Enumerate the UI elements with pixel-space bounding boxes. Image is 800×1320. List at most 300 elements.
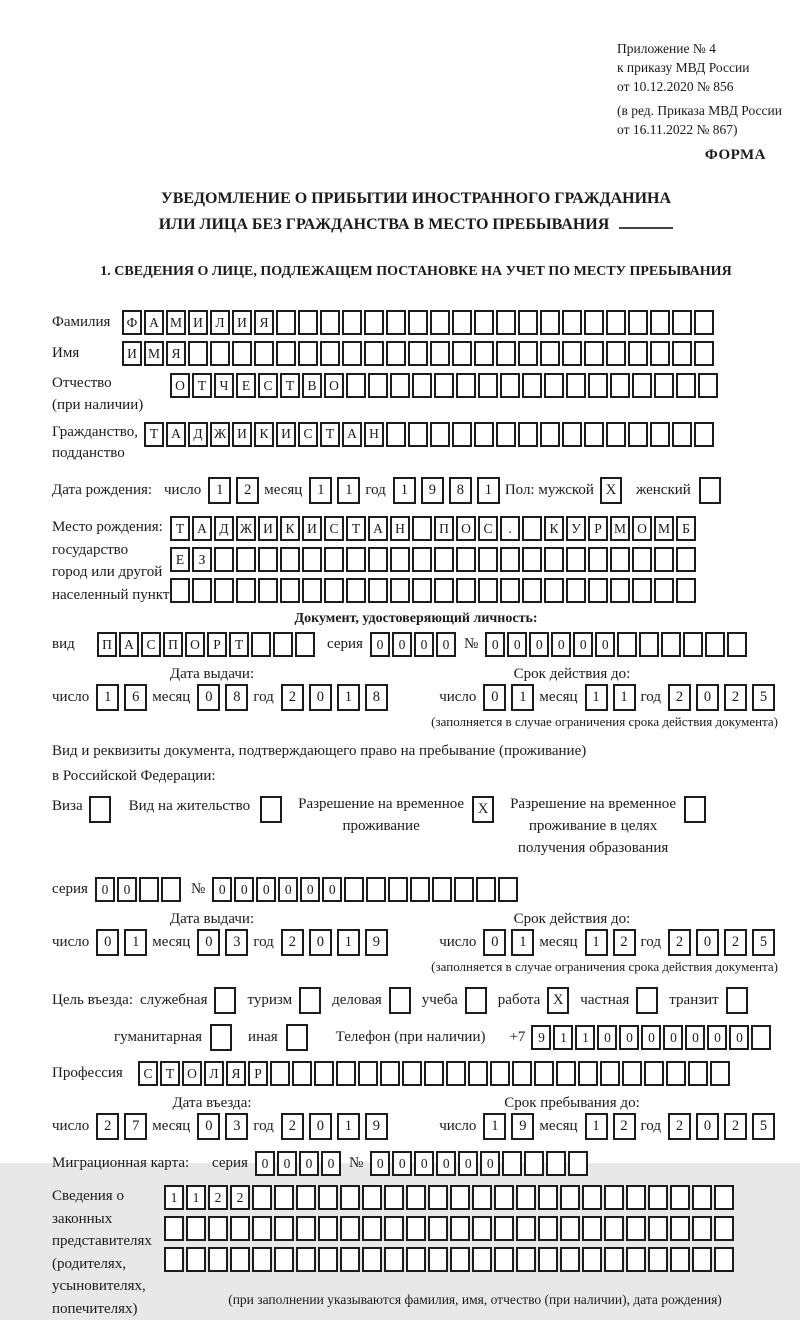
form-cell[interactable] bbox=[408, 422, 428, 447]
form-cell[interactable] bbox=[468, 1061, 488, 1086]
form-cell[interactable] bbox=[164, 1247, 184, 1272]
form-cell[interactable]: 9 bbox=[365, 929, 388, 956]
form-cell[interactable]: И bbox=[276, 422, 296, 447]
form-cell[interactable] bbox=[340, 1216, 360, 1241]
purpose-tourism-checkbox[interactable] bbox=[299, 987, 321, 1014]
form-cell[interactable] bbox=[408, 341, 428, 366]
form-cell[interactable] bbox=[688, 1061, 708, 1086]
form-cell[interactable] bbox=[496, 422, 516, 447]
form-cell[interactable] bbox=[556, 1061, 576, 1086]
form-cell[interactable]: 0 bbox=[414, 1151, 434, 1176]
form-cell[interactable] bbox=[252, 1216, 272, 1241]
form-cell[interactable] bbox=[562, 310, 582, 335]
form-cell[interactable] bbox=[186, 1216, 206, 1241]
form-cell[interactable] bbox=[292, 1061, 312, 1086]
form-cell[interactable] bbox=[710, 1061, 730, 1086]
form-cell[interactable] bbox=[524, 1151, 544, 1176]
form-cell[interactable] bbox=[406, 1216, 426, 1241]
form-cell[interactable]: 0 bbox=[392, 1151, 412, 1176]
form-cell[interactable] bbox=[705, 632, 725, 657]
form-cell[interactable] bbox=[452, 341, 472, 366]
purpose-work-checkbox[interactable]: X bbox=[547, 987, 569, 1014]
form-cell[interactable] bbox=[380, 1061, 400, 1086]
form-cell[interactable]: Ж bbox=[210, 422, 230, 447]
purpose-study-checkbox[interactable] bbox=[465, 987, 487, 1014]
form-cell[interactable]: И bbox=[258, 516, 278, 541]
form-cell[interactable]: 0 bbox=[483, 929, 506, 956]
form-cell[interactable]: 0 bbox=[309, 684, 332, 711]
form-cell[interactable] bbox=[670, 1185, 690, 1210]
form-cell[interactable] bbox=[692, 1185, 712, 1210]
form-cell[interactable]: 0 bbox=[322, 877, 342, 902]
form-cell[interactable]: 9 bbox=[365, 1113, 388, 1140]
form-cell[interactable] bbox=[692, 1247, 712, 1272]
form-cell[interactable] bbox=[362, 1185, 382, 1210]
form-cell[interactable] bbox=[456, 373, 476, 398]
form-cell[interactable]: 0 bbox=[436, 632, 456, 657]
form-cell[interactable]: А bbox=[342, 422, 362, 447]
form-cell[interactable]: Р bbox=[588, 516, 608, 541]
form-cell[interactable] bbox=[236, 547, 256, 572]
form-cell[interactable]: 0 bbox=[436, 1151, 456, 1176]
form-cell[interactable] bbox=[273, 632, 293, 657]
form-cell[interactable] bbox=[364, 341, 384, 366]
form-cell[interactable] bbox=[344, 877, 364, 902]
form-cell[interactable] bbox=[516, 1216, 536, 1241]
form-cell[interactable] bbox=[676, 373, 696, 398]
form-cell[interactable]: 0 bbox=[573, 632, 593, 657]
form-cell[interactable]: . bbox=[500, 516, 520, 541]
form-cell[interactable] bbox=[494, 1185, 514, 1210]
form-cell[interactable]: 0 bbox=[234, 877, 254, 902]
form-cell[interactable] bbox=[478, 373, 498, 398]
form-cell[interactable] bbox=[428, 1216, 448, 1241]
form-cell[interactable]: Т bbox=[280, 373, 300, 398]
form-cell[interactable] bbox=[318, 1247, 338, 1272]
form-cell[interactable] bbox=[584, 310, 604, 335]
form-cell[interactable] bbox=[386, 341, 406, 366]
form-cell[interactable] bbox=[582, 1247, 602, 1272]
form-cell[interactable] bbox=[368, 373, 388, 398]
form-cell[interactable] bbox=[456, 578, 476, 603]
form-cell[interactable]: 1 bbox=[186, 1185, 206, 1210]
form-cell[interactable] bbox=[236, 578, 256, 603]
form-cell[interactable]: Е bbox=[170, 547, 190, 572]
form-cell[interactable] bbox=[454, 877, 474, 902]
form-cell[interactable]: В bbox=[302, 373, 322, 398]
form-cell[interactable] bbox=[412, 547, 432, 572]
form-cell[interactable]: 5 bbox=[752, 929, 775, 956]
form-cell[interactable] bbox=[430, 310, 450, 335]
form-cell[interactable]: 0 bbox=[458, 1151, 478, 1176]
form-cell[interactable]: 0 bbox=[309, 1113, 332, 1140]
form-cell[interactable]: 2 bbox=[724, 684, 747, 711]
form-cell[interactable]: 0 bbox=[551, 632, 571, 657]
form-cell[interactable] bbox=[161, 877, 181, 902]
form-cell[interactable] bbox=[606, 422, 626, 447]
form-cell[interactable]: 0 bbox=[117, 877, 137, 902]
form-cell[interactable] bbox=[566, 578, 586, 603]
form-cell[interactable]: Б bbox=[676, 516, 696, 541]
form-cell[interactable]: 2 bbox=[724, 1113, 747, 1140]
form-cell[interactable]: 0 bbox=[321, 1151, 341, 1176]
form-cell[interactable]: 2 bbox=[236, 477, 259, 504]
form-cell[interactable]: 0 bbox=[300, 877, 320, 902]
form-cell[interactable]: Л bbox=[204, 1061, 224, 1086]
form-cell[interactable]: М bbox=[610, 516, 630, 541]
form-cell[interactable] bbox=[500, 547, 520, 572]
form-cell[interactable]: 0 bbox=[197, 684, 220, 711]
form-cell[interactable]: 2 bbox=[208, 1185, 228, 1210]
form-cell[interactable]: 0 bbox=[212, 877, 232, 902]
form-cell[interactable] bbox=[368, 547, 388, 572]
form-cell[interactable]: 2 bbox=[668, 684, 691, 711]
form-cell[interactable]: П bbox=[163, 632, 183, 657]
form-cell[interactable]: А bbox=[166, 422, 186, 447]
form-cell[interactable] bbox=[650, 310, 670, 335]
form-cell[interactable] bbox=[474, 341, 494, 366]
form-cell[interactable] bbox=[430, 422, 450, 447]
form-cell[interactable] bbox=[478, 547, 498, 572]
form-cell[interactable] bbox=[562, 422, 582, 447]
form-cell[interactable] bbox=[604, 1185, 624, 1210]
form-cell[interactable]: 8 bbox=[365, 684, 388, 711]
form-cell[interactable]: Ф bbox=[122, 310, 142, 335]
form-cell[interactable] bbox=[452, 310, 472, 335]
form-cell[interactable]: Я bbox=[226, 1061, 246, 1086]
form-cell[interactable] bbox=[654, 373, 674, 398]
form-cell[interactable]: 0 bbox=[95, 877, 115, 902]
form-cell[interactable] bbox=[544, 547, 564, 572]
form-cell[interactable] bbox=[346, 547, 366, 572]
form-cell[interactable]: О bbox=[456, 516, 476, 541]
purpose-humanitarian-checkbox[interactable] bbox=[210, 1024, 232, 1051]
form-cell[interactable]: К bbox=[254, 422, 274, 447]
form-cell[interactable] bbox=[560, 1185, 580, 1210]
form-cell[interactable] bbox=[582, 1185, 602, 1210]
form-cell[interactable] bbox=[296, 1247, 316, 1272]
form-cell[interactable]: 1 bbox=[208, 477, 231, 504]
form-cell[interactable] bbox=[632, 578, 652, 603]
form-cell[interactable] bbox=[252, 1247, 272, 1272]
form-cell[interactable]: 1 bbox=[575, 1025, 595, 1050]
form-cell[interactable] bbox=[214, 578, 234, 603]
form-cell[interactable] bbox=[650, 341, 670, 366]
form-cell[interactable] bbox=[384, 1185, 404, 1210]
form-cell[interactable] bbox=[270, 1061, 290, 1086]
form-cell[interactable]: А bbox=[144, 310, 164, 335]
form-cell[interactable]: 0 bbox=[480, 1151, 500, 1176]
form-cell[interactable]: 2 bbox=[668, 929, 691, 956]
form-cell[interactable] bbox=[538, 1247, 558, 1272]
form-cell[interactable]: 0 bbox=[309, 929, 332, 956]
form-cell[interactable]: 2 bbox=[613, 1113, 636, 1140]
form-cell[interactable] bbox=[450, 1216, 470, 1241]
form-cell[interactable] bbox=[544, 373, 564, 398]
purpose-transit-checkbox[interactable] bbox=[726, 987, 748, 1014]
form-cell[interactable] bbox=[626, 1216, 646, 1241]
form-cell[interactable]: 3 bbox=[225, 929, 248, 956]
form-cell[interactable] bbox=[324, 547, 344, 572]
form-cell[interactable]: 0 bbox=[277, 1151, 297, 1176]
form-cell[interactable] bbox=[324, 578, 344, 603]
form-cell[interactable]: 0 bbox=[256, 877, 276, 902]
form-cell[interactable] bbox=[500, 373, 520, 398]
form-cell[interactable] bbox=[428, 1185, 448, 1210]
form-cell[interactable] bbox=[314, 1061, 334, 1086]
form-cell[interactable] bbox=[368, 578, 388, 603]
form-cell[interactable]: О bbox=[324, 373, 344, 398]
form-cell[interactable] bbox=[450, 1247, 470, 1272]
form-cell[interactable]: Д bbox=[188, 422, 208, 447]
form-cell[interactable]: К bbox=[544, 516, 564, 541]
form-cell[interactable]: 1 bbox=[511, 684, 534, 711]
form-cell[interactable] bbox=[606, 341, 626, 366]
form-cell[interactable] bbox=[362, 1216, 382, 1241]
form-cell[interactable] bbox=[428, 1247, 448, 1272]
form-cell[interactable]: К bbox=[280, 516, 300, 541]
form-cell[interactable] bbox=[617, 632, 637, 657]
form-cell[interactable] bbox=[298, 310, 318, 335]
form-cell[interactable]: 1 bbox=[337, 1113, 360, 1140]
form-cell[interactable] bbox=[450, 1185, 470, 1210]
form-cell[interactable]: 1 bbox=[309, 477, 332, 504]
form-cell[interactable]: 0 bbox=[485, 632, 505, 657]
form-cell[interactable]: С bbox=[478, 516, 498, 541]
form-cell[interactable] bbox=[566, 547, 586, 572]
form-cell[interactable]: 0 bbox=[370, 632, 390, 657]
form-cell[interactable] bbox=[610, 373, 630, 398]
form-cell[interactable]: С bbox=[258, 373, 278, 398]
form-cell[interactable]: 0 bbox=[641, 1025, 661, 1050]
form-cell[interactable] bbox=[518, 422, 538, 447]
form-cell[interactable] bbox=[604, 1216, 624, 1241]
form-cell[interactable] bbox=[274, 1247, 294, 1272]
form-cell[interactable] bbox=[562, 341, 582, 366]
form-cell[interactable]: 9 bbox=[531, 1025, 551, 1050]
form-cell[interactable] bbox=[346, 578, 366, 603]
form-cell[interactable] bbox=[386, 310, 406, 335]
form-cell[interactable] bbox=[494, 1216, 514, 1241]
form-cell[interactable] bbox=[502, 1151, 522, 1176]
form-cell[interactable] bbox=[694, 310, 714, 335]
form-cell[interactable]: 1 bbox=[585, 1113, 608, 1140]
form-cell[interactable]: 0 bbox=[299, 1151, 319, 1176]
form-cell[interactable] bbox=[560, 1216, 580, 1241]
form-cell[interactable]: Т bbox=[192, 373, 212, 398]
form-cell[interactable]: И bbox=[232, 422, 252, 447]
form-cell[interactable] bbox=[208, 1216, 228, 1241]
form-cell[interactable] bbox=[408, 310, 428, 335]
form-cell[interactable] bbox=[214, 547, 234, 572]
form-cell[interactable]: 9 bbox=[421, 477, 444, 504]
form-cell[interactable]: С bbox=[138, 1061, 158, 1086]
form-cell[interactable] bbox=[446, 1061, 466, 1086]
form-cell[interactable]: О bbox=[170, 373, 190, 398]
form-cell[interactable] bbox=[648, 1216, 668, 1241]
form-cell[interactable] bbox=[582, 1216, 602, 1241]
form-cell[interactable]: 0 bbox=[729, 1025, 749, 1050]
form-cell[interactable] bbox=[402, 1061, 422, 1086]
form-cell[interactable] bbox=[606, 310, 626, 335]
form-cell[interactable] bbox=[540, 422, 560, 447]
form-cell[interactable]: 1 bbox=[124, 929, 147, 956]
form-cell[interactable] bbox=[534, 1061, 554, 1086]
form-cell[interactable]: Т bbox=[229, 632, 249, 657]
form-cell[interactable]: Я bbox=[166, 341, 186, 366]
form-cell[interactable] bbox=[280, 578, 300, 603]
form-cell[interactable] bbox=[578, 1061, 598, 1086]
form-cell[interactable] bbox=[714, 1216, 734, 1241]
form-cell[interactable] bbox=[544, 578, 564, 603]
form-cell[interactable] bbox=[342, 341, 362, 366]
form-cell[interactable]: 2 bbox=[96, 1113, 119, 1140]
form-cell[interactable] bbox=[412, 516, 432, 541]
form-cell[interactable] bbox=[254, 341, 274, 366]
form-cell[interactable]: М bbox=[144, 341, 164, 366]
form-cell[interactable]: 3 bbox=[225, 1113, 248, 1140]
form-cell[interactable]: 1 bbox=[585, 929, 608, 956]
form-cell[interactable]: Т bbox=[144, 422, 164, 447]
form-cell[interactable] bbox=[500, 578, 520, 603]
form-cell[interactable] bbox=[358, 1061, 378, 1086]
form-cell[interactable]: 1 bbox=[393, 477, 416, 504]
form-cell[interactable] bbox=[540, 341, 560, 366]
form-cell[interactable] bbox=[588, 373, 608, 398]
purpose-official-checkbox[interactable] bbox=[214, 987, 236, 1014]
form-cell[interactable] bbox=[560, 1247, 580, 1272]
form-cell[interactable]: 0 bbox=[663, 1025, 683, 1050]
form-cell[interactable] bbox=[366, 877, 386, 902]
form-cell[interactable] bbox=[346, 373, 366, 398]
form-cell[interactable] bbox=[683, 632, 703, 657]
form-cell[interactable] bbox=[516, 1185, 536, 1210]
form-cell[interactable] bbox=[588, 547, 608, 572]
form-cell[interactable] bbox=[388, 877, 408, 902]
form-cell[interactable] bbox=[672, 422, 692, 447]
form-cell[interactable] bbox=[672, 341, 692, 366]
form-cell[interactable] bbox=[276, 341, 296, 366]
form-cell[interactable] bbox=[714, 1185, 734, 1210]
form-cell[interactable]: О bbox=[182, 1061, 202, 1086]
form-cell[interactable] bbox=[751, 1025, 771, 1050]
form-cell[interactable] bbox=[474, 310, 494, 335]
form-cell[interactable] bbox=[318, 1216, 338, 1241]
form-cell[interactable] bbox=[522, 547, 542, 572]
form-cell[interactable] bbox=[626, 1185, 646, 1210]
form-cell[interactable] bbox=[320, 341, 340, 366]
form-cell[interactable] bbox=[588, 578, 608, 603]
form-cell[interactable]: 6 bbox=[124, 684, 147, 711]
residence-permit-checkbox[interactable] bbox=[260, 796, 282, 823]
form-cell[interactable] bbox=[412, 578, 432, 603]
form-cell[interactable] bbox=[384, 1247, 404, 1272]
form-cell[interactable] bbox=[490, 1061, 510, 1086]
form-cell[interactable] bbox=[648, 1185, 668, 1210]
form-cell[interactable]: 0 bbox=[529, 632, 549, 657]
form-cell[interactable]: 1 bbox=[483, 1113, 506, 1140]
form-cell[interactable] bbox=[566, 373, 586, 398]
form-cell[interactable] bbox=[632, 547, 652, 572]
form-cell[interactable]: 0 bbox=[392, 632, 412, 657]
form-cell[interactable]: Т bbox=[160, 1061, 180, 1086]
sex-female-checkbox[interactable] bbox=[699, 477, 721, 504]
form-cell[interactable] bbox=[336, 1061, 356, 1086]
form-cell[interactable] bbox=[430, 341, 450, 366]
form-cell[interactable] bbox=[610, 578, 630, 603]
form-cell[interactable]: 0 bbox=[696, 929, 719, 956]
form-cell[interactable]: 0 bbox=[507, 632, 527, 657]
form-cell[interactable] bbox=[386, 422, 406, 447]
form-cell[interactable] bbox=[622, 1061, 642, 1086]
form-cell[interactable]: Л bbox=[210, 310, 230, 335]
form-cell[interactable]: 0 bbox=[685, 1025, 705, 1050]
form-cell[interactable] bbox=[412, 373, 432, 398]
form-cell[interactable]: 9 bbox=[511, 1113, 534, 1140]
form-cell[interactable]: С bbox=[324, 516, 344, 541]
form-cell[interactable]: 0 bbox=[255, 1151, 275, 1176]
form-cell[interactable] bbox=[538, 1216, 558, 1241]
form-cell[interactable] bbox=[432, 877, 452, 902]
form-cell[interactable]: 0 bbox=[696, 1113, 719, 1140]
form-cell[interactable]: 1 bbox=[96, 684, 119, 711]
form-cell[interactable] bbox=[670, 1247, 690, 1272]
form-cell[interactable] bbox=[672, 310, 692, 335]
form-cell[interactable]: Я bbox=[254, 310, 274, 335]
form-cell[interactable]: 2 bbox=[281, 929, 304, 956]
form-cell[interactable] bbox=[390, 373, 410, 398]
form-cell[interactable] bbox=[522, 578, 542, 603]
form-cell[interactable]: Н bbox=[364, 422, 384, 447]
form-cell[interactable] bbox=[296, 1216, 316, 1241]
purpose-other-checkbox[interactable] bbox=[286, 1024, 308, 1051]
purpose-business-checkbox[interactable] bbox=[389, 987, 411, 1014]
form-cell[interactable] bbox=[692, 1216, 712, 1241]
form-cell[interactable] bbox=[232, 341, 252, 366]
form-cell[interactable] bbox=[296, 1185, 316, 1210]
form-cell[interactable]: 0 bbox=[197, 929, 220, 956]
form-cell[interactable] bbox=[666, 1061, 686, 1086]
form-cell[interactable] bbox=[476, 877, 496, 902]
form-cell[interactable]: Т bbox=[320, 422, 340, 447]
form-cell[interactable]: С bbox=[141, 632, 161, 657]
form-cell[interactable] bbox=[522, 516, 542, 541]
form-cell[interactable] bbox=[626, 1247, 646, 1272]
form-cell[interactable]: И bbox=[232, 310, 252, 335]
form-cell[interactable]: 5 bbox=[752, 1113, 775, 1140]
form-cell[interactable]: М bbox=[654, 516, 674, 541]
form-cell[interactable]: 1 bbox=[613, 684, 636, 711]
form-cell[interactable] bbox=[362, 1247, 382, 1272]
form-cell[interactable] bbox=[628, 310, 648, 335]
form-cell[interactable]: 2 bbox=[724, 929, 747, 956]
form-cell[interactable]: 0 bbox=[483, 684, 506, 711]
form-cell[interactable] bbox=[384, 1216, 404, 1241]
form-cell[interactable] bbox=[516, 1247, 536, 1272]
form-cell[interactable]: 1 bbox=[477, 477, 500, 504]
form-cell[interactable] bbox=[639, 632, 659, 657]
form-cell[interactable] bbox=[164, 1216, 184, 1241]
form-cell[interactable] bbox=[522, 373, 542, 398]
form-cell[interactable]: О bbox=[185, 632, 205, 657]
form-cell[interactable]: 0 bbox=[414, 632, 434, 657]
form-cell[interactable]: 2 bbox=[281, 1113, 304, 1140]
form-cell[interactable] bbox=[694, 422, 714, 447]
form-cell[interactable]: 0 bbox=[370, 1151, 390, 1176]
form-cell[interactable] bbox=[188, 341, 208, 366]
form-cell[interactable] bbox=[472, 1185, 492, 1210]
form-cell[interactable]: Ч bbox=[214, 373, 234, 398]
